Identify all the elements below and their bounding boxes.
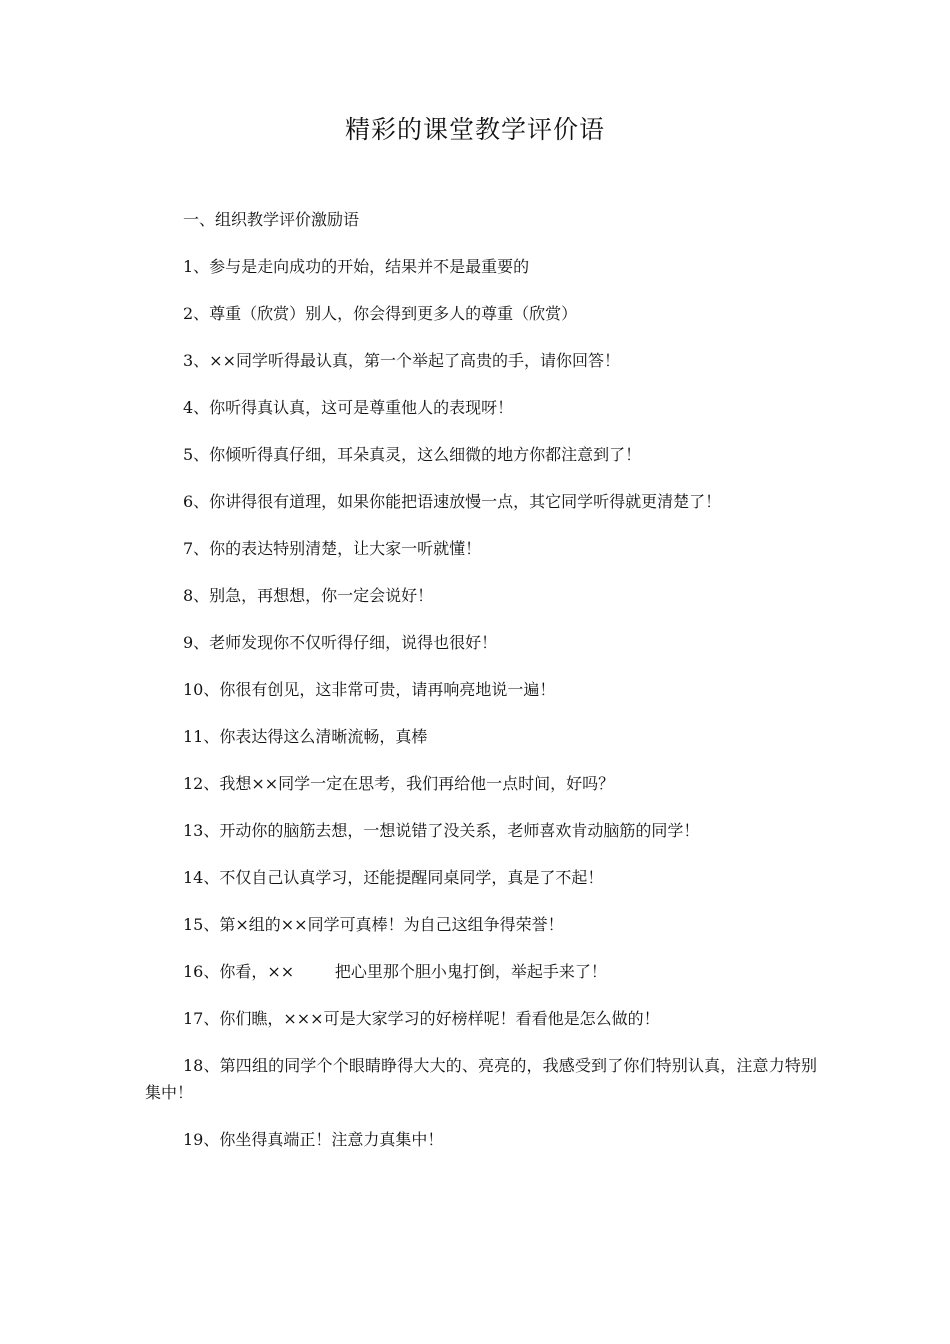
list-item: 19、你坐得真端正！注意力真集中！: [183, 1130, 444, 1149]
document-title: 精彩的课堂教学评价语: [344, 115, 605, 144]
list-item: 16、你看，×× 把心里那个胆小鬼打倒，举起手来了！: [183, 962, 607, 981]
list-item: 13、开动你的脑筋去想，一想说错了没关系，老师喜欢肯动脑筋的同学！: [183, 821, 700, 840]
list-item: 5、你倾听得真仔细，耳朵真灵，这么细微的地方你都注意到了！: [183, 445, 642, 464]
list-item: 9、老师发现你不仅听得仔细，说得也很好！: [183, 633, 498, 652]
list-item: 7、你的表达特别清楚，让大家一听就懂！: [183, 539, 482, 558]
list-item: 6、你讲得很有道理，如果你能把语速放慢一点，其它同学听得就更清楚了！: [183, 492, 722, 511]
list-item: 3、××同学听得最认真，第一个举起了高贵的手，请你回答！: [183, 351, 620, 370]
list-item: 1、参与是走向成功的开始，结果并不是最重要的: [183, 257, 530, 276]
document-body: [145, 206, 817, 1173]
list-item: 8、别急，再想想，你一定会说好！: [183, 586, 434, 605]
list-item: 17、你们瞧，×××可是大家学习的好榜样呢！看看他是怎么做的！: [183, 1009, 660, 1028]
list-item: 18、第四组的同学个个眼睛睁得大大的、亮亮的，我感受到了你们特别认真，注意力特别集中！: [145, 1056, 817, 1102]
list-item: 2、尊重（欣赏）别人，你会得到更多人的尊重（欣赏）: [183, 304, 578, 323]
section-heading: 一、组织教学评价激励语: [183, 210, 360, 229]
list-item: 10、你很有创见，这非常可贵，请再响亮地说一遍！: [183, 680, 556, 699]
list-item: 11、你表达得这么清晰流畅，真棒: [183, 727, 428, 746]
list-item: 14、不仅自己认真学习，还能提醒同桌同学，真是了不起！: [183, 868, 604, 887]
list-item: 4、你听得真认真，这可是尊重他人的表现呀！: [183, 398, 514, 417]
list-item: 15、第×组的××同学可真棒！为自己这组争得荣誉！: [183, 915, 564, 934]
list-item: 12、我想××同学一定在思考，我们再给他一点时间，好吗？: [183, 774, 615, 793]
